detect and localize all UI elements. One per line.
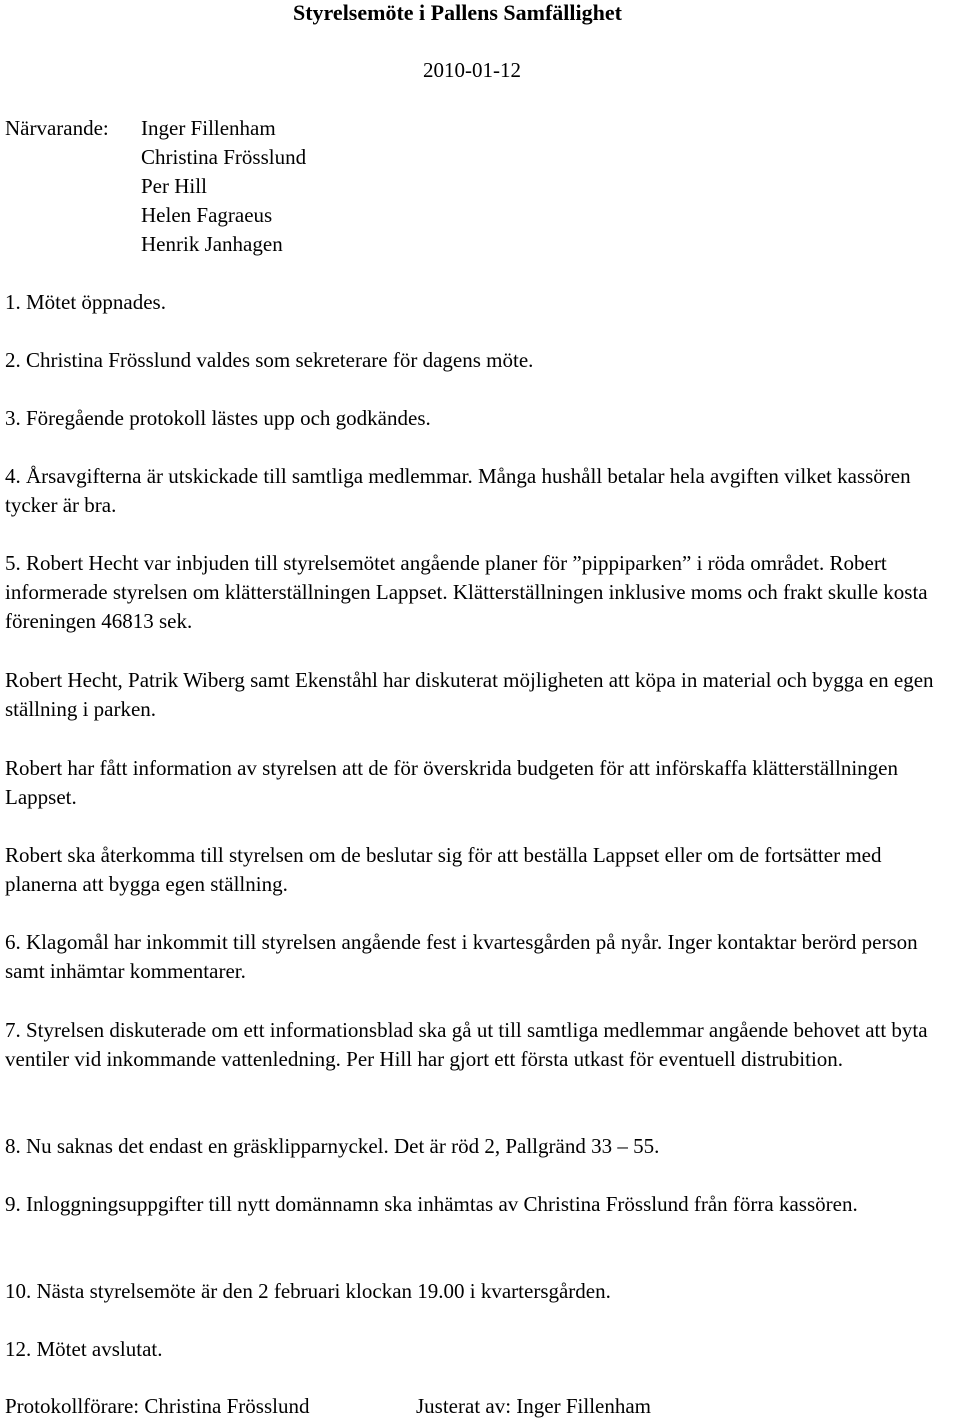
- agenda-item-5-note-1: Robert Hecht, Patrik Wiberg samt Ekenståhl har diskuterat möjligheten att köpa in material och bygga en egen ställning i parken.: [5, 668, 934, 721]
- agenda-item-6: 6. Klagomål har inkommit till styrelsen angående fest i kvartesgården på nyår. Inger kontaktar berörd person samt inhämtar kommentarer.: [5, 930, 918, 983]
- agenda-item-5-note-2: Robert har fått information av styrelsen att de för överskrida budgeten för att införskaffa klätterställningen Lappset.: [5, 756, 898, 809]
- agenda-item-5-note-3: Robert ska återkomma till styrelsen om de beslutar sig för att beställa Lappset eller om de fortsätter med planerna att bygga egen ställning.: [5, 843, 882, 896]
- agenda-item-5: 5. Robert Hecht var inbjuden till styrelsemötet angående planer för ”pippiparken” i röda området. Robert informerade styrelsen om klätterställningen Lappset. Klätterställningen inklusive moms och frakt skulle kosta föreningen 46813 sek.: [5, 551, 928, 633]
- agenda-item-12: 12. Mötet avslutat.: [5, 1337, 163, 1361]
- attendees-list: [141, 114, 306, 259]
- agenda-item-2: 2. Christina Frösslund valdes som sekreterare för dagens möte.: [5, 348, 534, 372]
- agenda-item-10: 10. Nästa styrelsemöte är den 2 februari klockan 19.00 i kvartersgården.: [5, 1279, 611, 1303]
- agenda-item-7: 7. Styrelsen diskuterade om ett informationsblad ska gå ut till samtliga medlemmar angående behovet att byta ventiler vid inkommande vattenledning. Per Hill har gjort ett första utkast för eventuell distrubition.: [5, 1018, 928, 1071]
- agenda-item-4: 4. Årsavgifterna är utskickade till samtliga medlemmar. Många hushåll betalar hela avgiften vilket kassören tycker är bra.: [5, 464, 911, 517]
- attendee-name: Helen Fagraeus: [141, 203, 273, 227]
- attendee-name: Per Hill: [141, 174, 207, 198]
- document-title: Styrelsemöte i Pallens Samfällighet: [293, 0, 622, 25]
- agenda-item-8: 8. Nu saknas det endast en gräsklipparnyckel. Det är röd 2, Pallgränd 33 – 55.: [5, 1134, 660, 1158]
- verifier-signature: Justerat av: Inger Fillenham: [416, 1394, 652, 1418]
- attendee-name: Christina Frösslund: [141, 145, 307, 169]
- meeting-date: 2010-01-12: [423, 58, 521, 82]
- recorder-signature: Protokollförare: Christina Frösslund: [5, 1394, 310, 1418]
- attendee-name: Inger Fillenham: [141, 116, 276, 140]
- agenda-item-1: 1. Mötet öppnades.: [5, 290, 166, 314]
- attendee-name: Henrik Janhagen: [141, 232, 283, 256]
- agenda-item-9: 9. Inloggningsuppgifter till nytt domännamn ska inhämtas av Christina Frösslund från förra kassören.: [5, 1192, 858, 1216]
- attendees-label: Närvarande:: [5, 116, 109, 140]
- agenda-item-3: 3. Föregående protokoll lästes upp och godkändes.: [5, 406, 431, 430]
